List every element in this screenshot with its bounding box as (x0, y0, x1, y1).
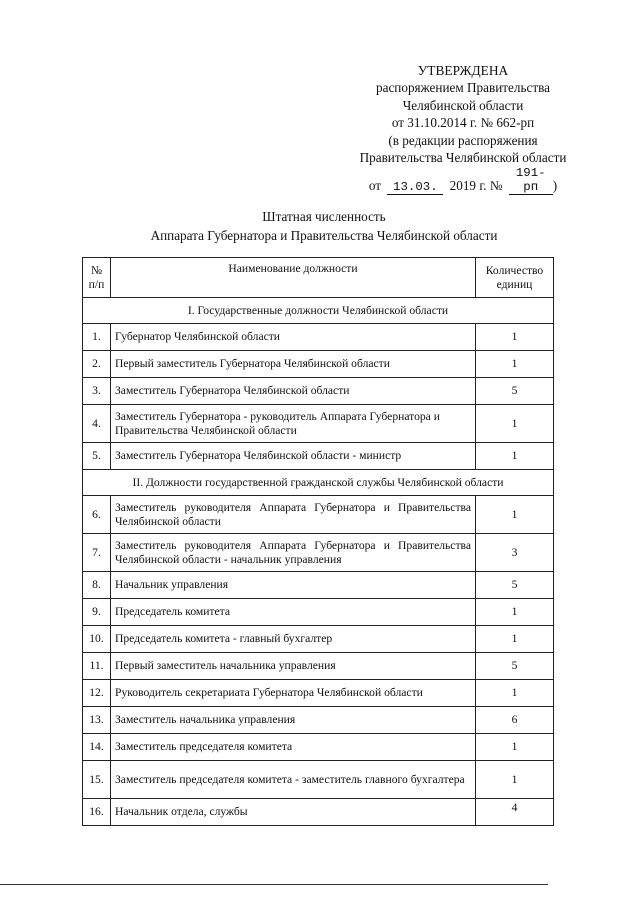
table-row (83, 534, 554, 572)
table-header-row (83, 258, 554, 298)
amendment-date: 13.03. (387, 180, 443, 195)
section-row (83, 298, 554, 324)
approval-block (330, 62, 596, 195)
section-row (83, 470, 554, 496)
table-row (83, 351, 554, 378)
table-row (83, 653, 554, 680)
row-number: 4. (83, 405, 111, 443)
amendment-number: 191-рп (509, 166, 553, 195)
table-row (83, 799, 554, 826)
header-num: № п/п (83, 258, 111, 298)
position-name: Первый заместитель начальника управления (111, 653, 476, 680)
position-name: Первый заместитель Губернатора Челябинской области (111, 351, 476, 378)
unit-count: 1 (476, 680, 554, 707)
row-number: 15. (83, 761, 111, 799)
unit-count: 1 (476, 626, 554, 653)
position-name: Заместитель Губернатора - руководитель Аппарата Губернатора и Правительства Челябинской области (111, 405, 476, 443)
table-row (83, 626, 554, 653)
position-name: Председатель комитета (111, 599, 476, 626)
approval-title: УТВЕРЖДЕНА (417, 63, 509, 78)
row-number: 10. (83, 626, 111, 653)
approval-from-prefix: от (368, 178, 382, 194)
footer-divider (0, 884, 548, 885)
position-name: Начальник управления (111, 572, 476, 599)
position-name: Заместитель Губернатора Челябинской области (111, 378, 476, 405)
unit-count: 5 (476, 378, 554, 405)
unit-count: 3 (476, 534, 554, 572)
position-name: Заместитель руководителя Аппарата Губернатора и Правительства Челябинской области - начальник управления (111, 534, 476, 572)
position-name: Председатель комитета - главный бухгалтер (111, 626, 476, 653)
unit-count: 1 (476, 599, 554, 626)
staffing-table (82, 257, 554, 826)
approval-line: Челябинской области (402, 97, 524, 113)
table-row (83, 324, 554, 351)
document-heading (80, 207, 568, 245)
row-number: 11. (83, 653, 111, 680)
unit-count: 1 (476, 443, 554, 470)
row-number: 1. (83, 324, 111, 351)
unit-count: 4 (476, 799, 554, 826)
row-number: 3. (83, 378, 111, 405)
position-name: Начальник отдела, службы (111, 799, 476, 826)
amendment-year: 2019 г. № (449, 178, 503, 194)
row-number: 2. (83, 351, 111, 378)
unit-count: 1 (476, 405, 554, 443)
position-name: Руководитель секретариата Губернатора Челябинской области (111, 680, 476, 707)
unit-count: 1 (476, 761, 554, 799)
position-name: Заместитель начальника управления (111, 707, 476, 734)
table-row (83, 734, 554, 761)
heading-title: Штатная численность (262, 209, 386, 224)
position-name: Заместитель председателя комитета - заместитель главного бухгалтера (111, 761, 476, 799)
position-name: Губернатор Челябинской области (111, 324, 476, 351)
approval-line: Правительства Челябинской области (359, 150, 567, 166)
position-name: Заместитель Губернатора Челябинской области - министр (111, 443, 476, 470)
unit-count: 1 (476, 496, 554, 534)
unit-count: 6 (476, 707, 554, 734)
table-row (83, 443, 554, 470)
table-row (83, 405, 554, 443)
heading-subtitle: Аппарата Губернатора и Правительства Челябинской области (150, 228, 498, 243)
table-row (83, 496, 554, 534)
section-title: II. Должности государственной гражданской службы Челябинской области (83, 470, 554, 496)
unit-count: 1 (476, 351, 554, 378)
unit-count: 1 (476, 734, 554, 761)
row-number: 7. (83, 534, 111, 572)
row-number: 6. (83, 496, 111, 534)
row-number: 16. (83, 799, 111, 826)
header-count: Количество единиц (476, 258, 554, 298)
row-number: 5. (83, 443, 111, 470)
table-row (83, 599, 554, 626)
position-name: Заместитель руководителя Аппарата Губернатора и Правительства Челябинской области (111, 496, 476, 534)
table-row (83, 378, 554, 405)
table-row (83, 680, 554, 707)
unit-count: 5 (476, 572, 554, 599)
unit-count: 1 (476, 324, 554, 351)
approval-amendment-line (330, 166, 596, 195)
table-row (83, 761, 554, 799)
approval-line: (в редакции распоряжения (388, 132, 538, 148)
section-title: I. Государственные должности Челябинской области (83, 298, 554, 324)
row-number: 8. (83, 572, 111, 599)
approval-line: распоряжением Правительства (376, 80, 550, 96)
table-row (83, 572, 554, 599)
row-number: 14. (83, 734, 111, 761)
unit-count: 5 (476, 653, 554, 680)
table-row (83, 707, 554, 734)
row-number: 13. (83, 707, 111, 734)
approval-decree: от 31.10.2014 г. № 662-рп (391, 115, 535, 131)
close-paren: ) (552, 178, 558, 194)
position-name: Заместитель председателя комитета (111, 734, 476, 761)
header-name: Наименование должности (111, 258, 476, 298)
row-number: 12. (83, 680, 111, 707)
row-number: 9. (83, 599, 111, 626)
